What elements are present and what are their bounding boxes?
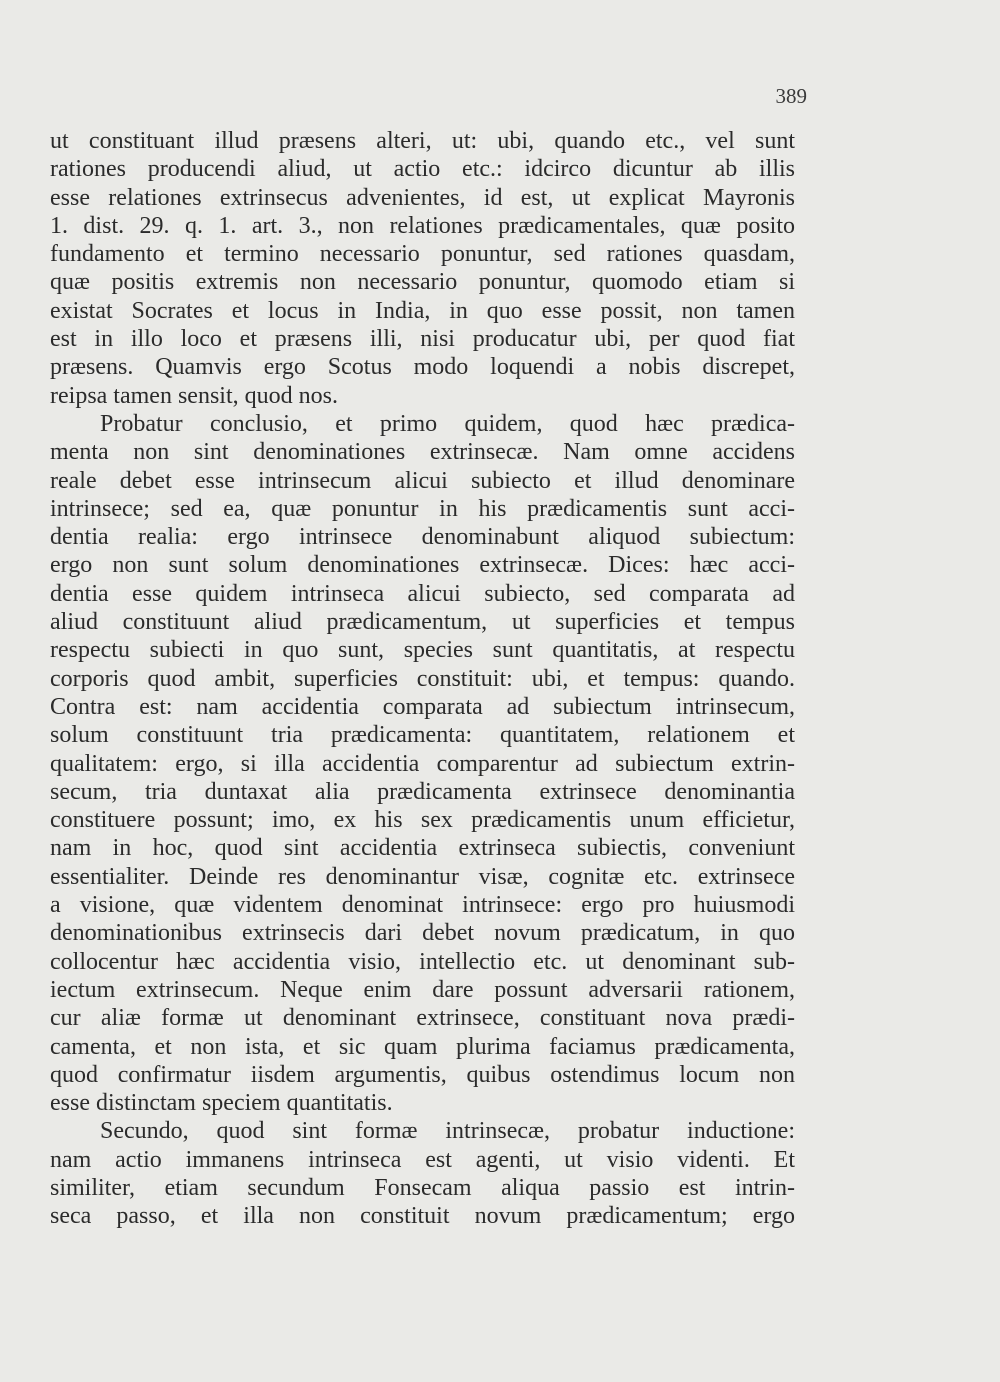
text-line: camenta, et non ista, et sic quam plurima faciamus prædicamenta,: [50, 1033, 795, 1060]
text-line: 1. dist. 29. q. 1. art. 3., non relationes prædicamentales, quæ posito: [50, 212, 795, 239]
text-line: corporis quod ambit, superficies constituit: ubi, et tempus: quando.: [50, 665, 795, 692]
text-line: existat Socrates et locus in India, in quo esse possit, non tamen: [50, 297, 795, 324]
text-line: menta non sint denominationes extrinsecæ. Nam omne accidens: [50, 439, 795, 466]
text-line: a visione, quæ videntem denominat intrinsece: ergo pro huiusmodi: [50, 892, 795, 919]
page-number: 389: [775, 84, 807, 108]
text-line: nam actio immanens intrinseca est agenti, ut visio videnti. Et: [50, 1146, 795, 1173]
text-line: fundamento et termino necessario ponuntur, sed rationes quasdam,: [50, 241, 795, 268]
text-line: qualitatem: ergo, si illa accidentia comparentur ad subiectum extrin-: [50, 750, 795, 777]
text-line: Secundo, quod sint formæ intrinsecæ, probatur inductione:: [100, 1118, 795, 1145]
text-line: aliud constituunt aliud prædicamentum, ut superficies et tempus: [50, 609, 795, 636]
text-line: reipsa tamen sensit, quod nos.: [50, 382, 338, 409]
text-line: seca passo, et illa non constituit novum prædicamentum; ergo: [50, 1203, 795, 1230]
text-line: Probatur conclusio, et primo quidem, quod hæc prædica-: [100, 410, 795, 437]
text-line: secum, tria duntaxat alia prædicamenta extrinsece denominantia: [50, 778, 795, 805]
text-line: nam in hoc, quod sint accidentia extrinseca subiectis, conveniunt: [50, 835, 795, 862]
body-text: [50, 127, 795, 1231]
text-line: similiter, etiam secundum Fonsecam aliqua passio est intrin-: [50, 1174, 795, 1201]
text-line: esse relationes extrinsecus advenientes, id est, ut explicat Mayronis: [50, 184, 795, 211]
text-line: quæ positis extremis non necessario ponuntur, quomodo etiam si: [50, 269, 795, 296]
text-line: ergo non sunt solum denominationes extrinsecæ. Dices: hæc acci-: [50, 552, 795, 579]
text-line: præsens. Quamvis ergo Scotus modo loquendi a nobis discrepet,: [50, 354, 795, 381]
text-line: cur aliæ formæ ut denominant extrinsece, constituant nova prædi-: [50, 1005, 795, 1032]
text-line: rationes producendi aliud, ut actio etc.: idcirco dicuntur ab illis: [50, 156, 795, 183]
text-line: respectu subiecti in quo sunt, species sunt quantitatis, at respectu: [50, 637, 795, 664]
text-line: collocentur hæc accidentia visio, intellectio etc. ut denominant sub-: [50, 948, 795, 975]
text-line: dentia realia: ergo intrinsece denominabunt aliquod subiectum:: [50, 524, 795, 551]
text-line: solum constituunt tria prædicamenta: quantitatem, relationem et: [50, 722, 795, 749]
text-line: esse distinctam speciem quantitatis.: [50, 1090, 393, 1117]
text-line: reale debet esse intrinsecum alicui subiecto et illud denominare: [50, 467, 795, 494]
text-line: essentialiter. Deinde res denominantur visæ, cognitæ etc. extrinsece: [50, 863, 795, 890]
text-line: quod confirmatur iisdem argumentis, quibus ostendimus locum non: [50, 1061, 795, 1088]
text-line: denominationibus extrinsecis dari debet novum prædicatum, in quo: [50, 920, 795, 947]
text-line: Contra est: nam accidentia comparata ad subiectum intrinsecum,: [50, 693, 795, 720]
text-line: ut constituant illud præsens alteri, ut: ubi, quando etc., vel sunt: [50, 128, 795, 154]
text-line: iectum extrinsecum. Neque enim dare possunt adversarii rationem,: [50, 976, 795, 1003]
text-line: dentia esse quidem intrinseca alicui subiecto, sed comparata ad: [50, 580, 795, 607]
text-line: constituere possunt; imo, ex his sex prædicamentis unum efficietur,: [50, 807, 795, 834]
text-line: intrinsece; sed ea, quæ ponuntur in his prædicamentis sunt acci-: [50, 495, 795, 522]
text-line: est in illo loco et præsens illi, nisi producatur ubi, per quod fiat: [50, 326, 795, 353]
